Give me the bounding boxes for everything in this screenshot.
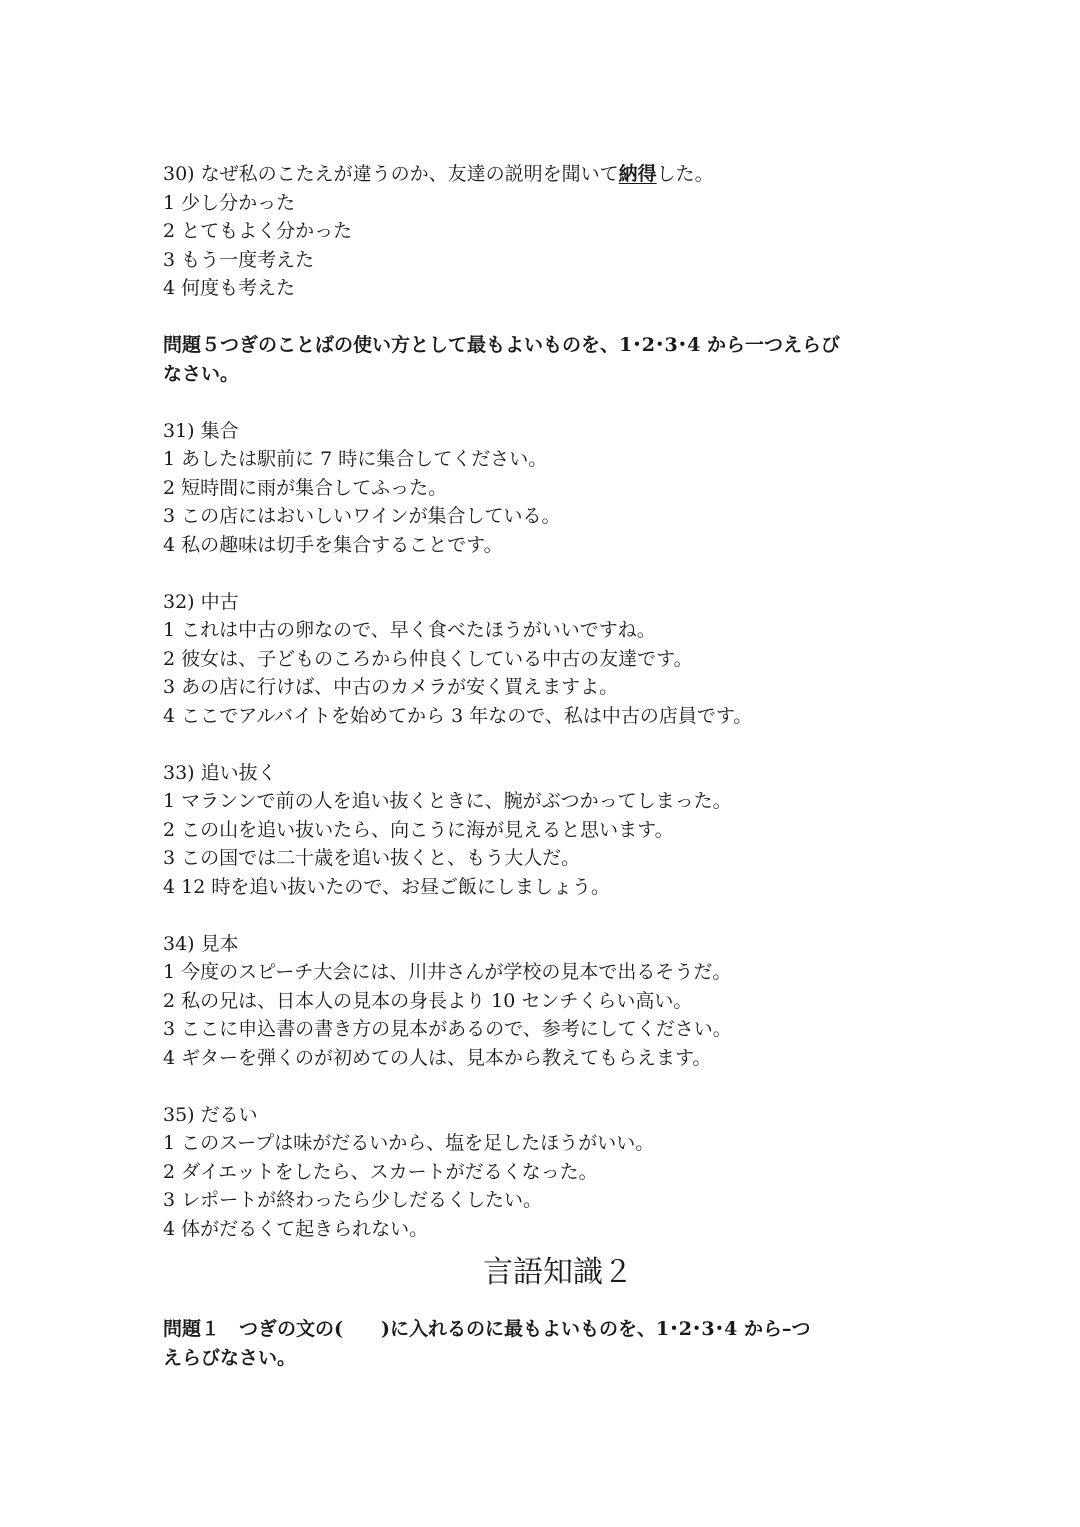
spacer [163, 388, 933, 417]
spacer [163, 730, 933, 759]
q35-option-1: 1 このスープは味がだるいから、塩を足したほうがいい。 [163, 1132, 655, 1154]
question-33-title: 33) 追い抜く [163, 761, 277, 784]
q30-option-4: 4 何度も考えた [163, 277, 296, 299]
q35-option-2: 2 ダイエットをしたら、スカートがだるくなった。 [163, 1160, 598, 1183]
q33-option-3: 3 この国では二十歳を追い抜くと、もう大人だ。 [163, 847, 581, 869]
q34-option-3: 3 ここに申込書の書き方の見本があるので、参考にしてください。 [163, 1018, 732, 1040]
mondai5-instruction-line2: なさい。 [163, 362, 240, 385]
q34-option-1: 1 今度のスピーチ大会には、川井さんが学校の見本で出るそうだ。 [163, 961, 732, 983]
q31-option-3: 3 この店にはおいしいワインが集合している。 [163, 505, 561, 527]
q34-option-2: 2 私の兄は、日本人の見本の身長より 10 センチくらい高い。 [163, 989, 693, 1012]
q32-option-1: 1 これは中古の卵なので、早く食べたほうがいいですね。 [163, 619, 656, 641]
q31-option-2: 2 短時間に雨が集合してふった。 [163, 476, 448, 499]
question-31-title: 31) 集合 [163, 419, 239, 442]
q33-option-4: 4 12 時を追い抜いたので、お昼ご飯にしましょう。 [163, 875, 610, 898]
mondai1-instruction-line2: えらびなさい。 [163, 1346, 297, 1369]
q33-option-1: 1 マランンで前の人を追い抜くときに、腕がぶつかってしまった。 [163, 790, 732, 812]
mondai5-instruction-line1: 問題５つぎのことばの使い方として最もよいものを、1･2･3･4 から一つえらび [163, 334, 840, 356]
underlined-word: 納得 [618, 163, 657, 185]
q32-option-3: 3 あの店に行けば、中古のカメラが安く買えますよ。 [163, 676, 619, 698]
question-35-title: 35) だるい [163, 1103, 258, 1126]
q33-option-2: 2 この山を追い抜いたら、向こうに海が見えると思います。 [163, 818, 674, 841]
question-34-title: 34) 見本 [163, 932, 239, 955]
mondai1-instruction-line1: 問題１ つぎの文の( )に入れるのに最もよいものを、1･2･3･4 から–つ [163, 1318, 811, 1340]
q35-option-3: 3 レポートが終わったら少しだるくしたい。 [163, 1189, 542, 1211]
q35-option-4: 4 体がだるくて起きられない。 [163, 1217, 429, 1240]
section-title: 言語知識２ [483, 1255, 633, 1290]
q31-option-4: 4 私の趣味は切手を集合することです。 [163, 533, 503, 556]
q30-option-3: 3 もう一度考えた [163, 248, 315, 271]
spacer [163, 901, 933, 930]
question-30: 30) なぜ私のこたえが違うのか、友達の説明を聞いて納得した。 [163, 163, 714, 185]
q32-option-4: 4 ここでアルバイトを始めてから 3 年なので、私は中古の店員です。 [163, 704, 753, 727]
page-content [163, 160, 933, 1372]
q31-option-1: 1 あしたは駅前に 7 時に集合してください。 [163, 448, 548, 470]
q30-option-2: 2 とてもよく分かった [163, 220, 353, 242]
q32-option-2: 2 彼女は、子どものころから仲良くしている中古の友達です。 [163, 647, 693, 670]
q30-option-1: 1 少し分かった [163, 191, 296, 214]
spacer [163, 303, 933, 332]
question-32-title: 32) 中古 [163, 590, 239, 613]
spacer [163, 559, 933, 588]
q34-option-4: 4 ギターを弾くのが初めての人は、見本から教えてもらえます。 [163, 1046, 712, 1069]
spacer [163, 1072, 933, 1101]
